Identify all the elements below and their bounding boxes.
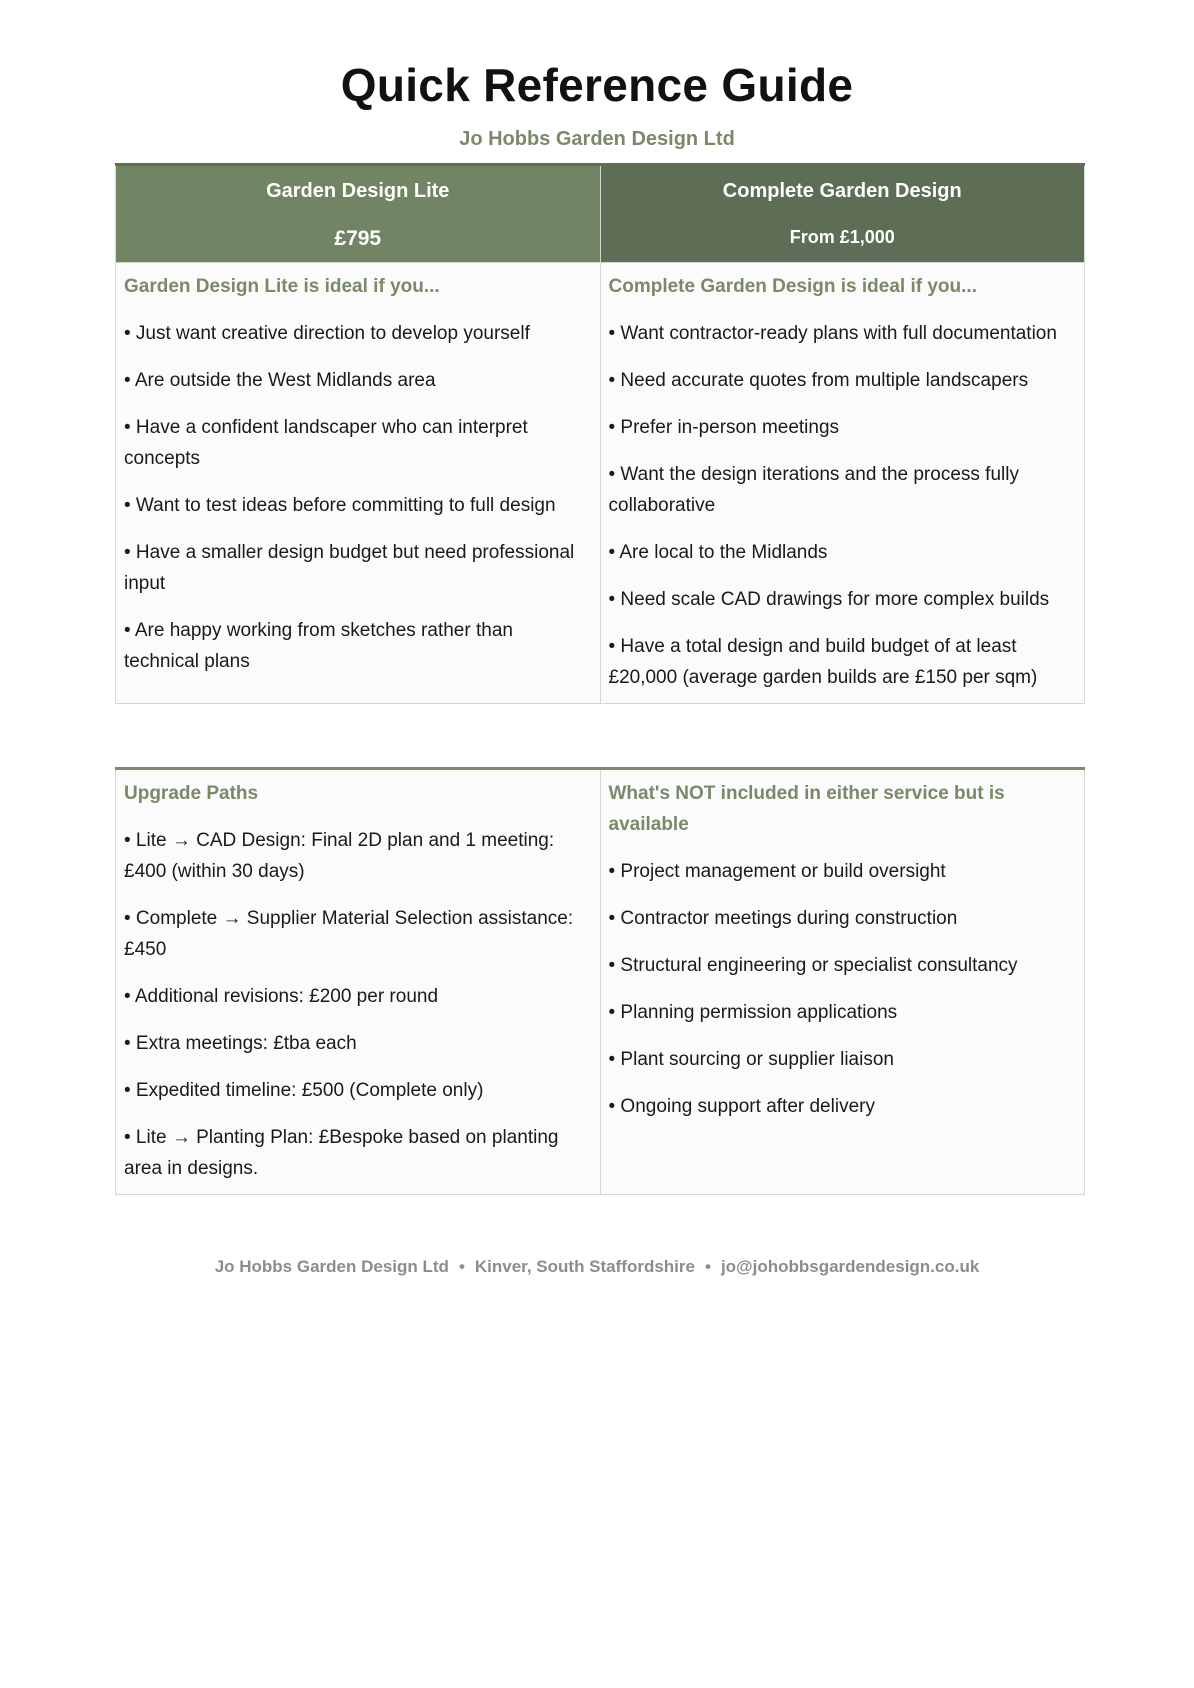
list-item: • Have a smaller design budget but need professional input — [124, 542, 575, 594]
list-item: • Need accurate quotes from multiple landscapers — [608, 370, 1029, 391]
page-footer — [0, 1257, 1194, 1277]
lite-plan-price: £795 — [334, 227, 382, 250]
list-item: • Extra meetings: £tba each — [124, 1033, 357, 1054]
page-title: Quick Reference Guide — [340, 59, 854, 111]
list-item: • Need scale CAD drawings for more complex builds — [608, 589, 1050, 610]
not-included-cell — [600, 769, 1085, 1195]
plans-header-row — [116, 165, 1085, 263]
company-subtitle: Jo Hobbs Garden Design Ltd — [459, 128, 735, 150]
complete-ideal-heading: Complete Garden Design is ideal if you... — [608, 276, 977, 297]
not-included-heading: What's NOT included in either service but is available — [608, 783, 1005, 835]
footer-email[interactable]: jo@johobbsgardendesign.co.uk — [720, 1257, 980, 1276]
list-item: • Expedited timeline: £500 (Complete only) — [124, 1080, 484, 1101]
upgrade-paths-heading: Upgrade Paths — [124, 783, 259, 804]
list-item: • Prefer in-person meetings — [608, 417, 840, 438]
lite-details-cell — [116, 263, 601, 704]
list-item: • Planning permission applications — [608, 1002, 898, 1023]
plans-comparison-table — [115, 163, 1085, 704]
list-item: • Have a total design and build budget of at least £20,000 (average garden builds are £150 per sqm) — [608, 636, 1038, 688]
lite-header — [116, 165, 601, 263]
upgrade-paths-cell — [116, 769, 601, 1195]
complete-plan-name: Complete Garden Design — [722, 180, 962, 202]
list-item: • Want to test ideas before committing to full design — [124, 495, 556, 516]
list-item: • Want the design iterations and the process fully collaborative — [608, 464, 1019, 516]
complete-header — [600, 165, 1085, 263]
list-item: • Structural engineering or specialist consultancy — [608, 955, 1018, 976]
list-item: • Ongoing support after delivery — [608, 1096, 875, 1117]
list-item: • Are outside the West Midlands area — [124, 370, 436, 391]
list-item: • Are local to the Midlands — [608, 542, 828, 563]
lite-ideal-heading: Garden Design Lite is ideal if you... — [124, 276, 440, 297]
list-item: • Contractor meetings during construction — [608, 908, 958, 929]
extras-body-row — [116, 769, 1085, 1195]
complete-plan-price: From £1,000 — [789, 227, 895, 247]
footer-company: Jo Hobbs Garden Design Ltd — [214, 1257, 449, 1276]
list-item: • Complete → Supplier Material Selection assistance: £450 — [124, 908, 574, 960]
extras-table — [115, 767, 1085, 1195]
list-item: • Lite → CAD Design: Final 2D plan and 1 meeting: £400 (within 30 days) — [124, 830, 555, 882]
list-item: • Want contractor-ready plans with full documentation — [608, 323, 1057, 344]
plans-body-row — [116, 263, 1085, 704]
list-item: • Project management or build oversight — [608, 861, 946, 882]
not-included-list — [609, 856, 1077, 1122]
list-item: • Lite → Planting Plan: £Bespoke based on planting area in designs. — [124, 1127, 559, 1179]
lite-plan-name: Garden Design Lite — [266, 180, 450, 202]
upgrade-paths-list — [124, 825, 592, 1184]
footer-separator: • — [704, 1257, 711, 1276]
lite-ideal-list — [124, 318, 592, 677]
complete-ideal-list — [609, 318, 1077, 693]
list-item: • Just want creative direction to develop yourself — [124, 323, 530, 344]
list-item: • Plant sourcing or supplier liaison — [608, 1049, 894, 1070]
footer-separator: • — [458, 1257, 465, 1276]
list-item: • Have a confident landscaper who can interpret concepts — [124, 417, 528, 469]
footer-location: Kinver, South Staffordshire — [474, 1257, 695, 1276]
list-item: • Additional revisions: £200 per round — [124, 986, 439, 1007]
list-item: • Are happy working from sketches rather than technical plans — [124, 620, 513, 672]
complete-details-cell — [600, 263, 1085, 704]
